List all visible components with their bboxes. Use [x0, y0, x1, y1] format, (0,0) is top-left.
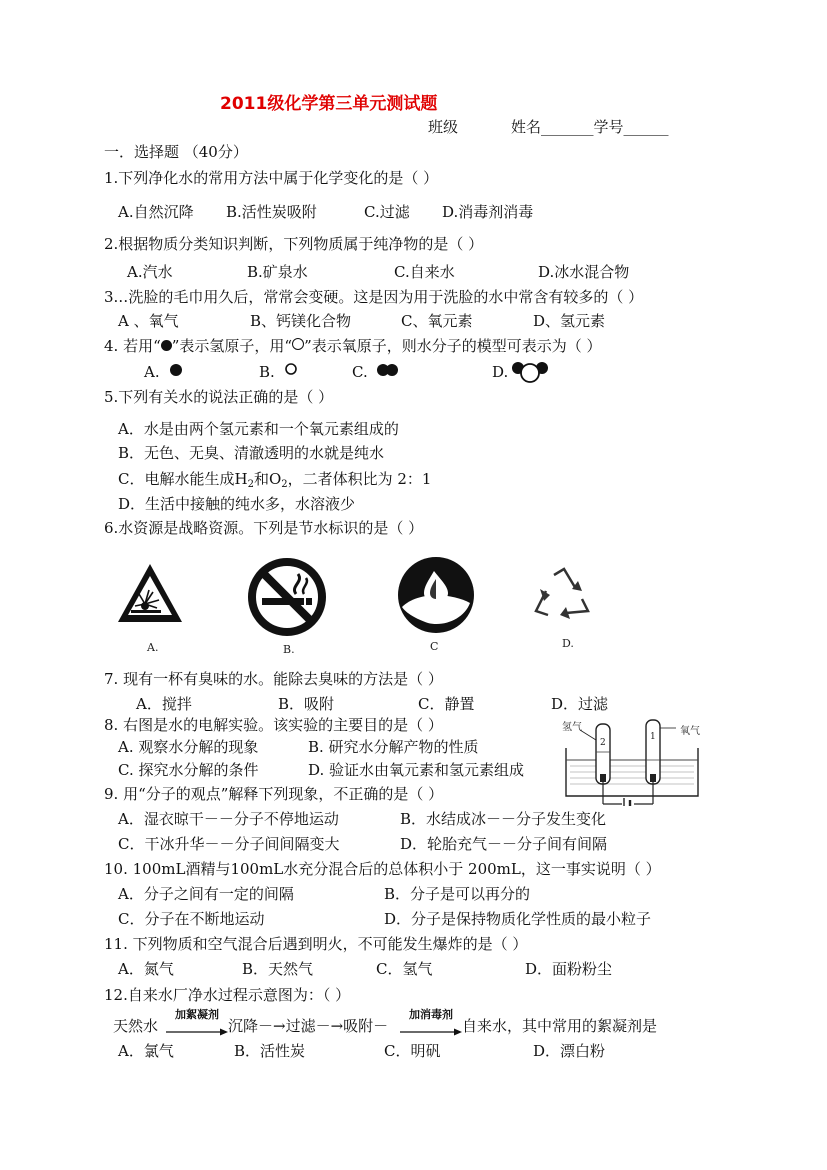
q10-option-d: D．分子是保持物质化学性质的最小粒子 [384, 910, 652, 928]
q9-option-c: C．干冰升华－－分子间间隔变大 [118, 835, 340, 853]
q4-option-b: B. [259, 363, 275, 381]
no-smoking-icon [246, 556, 328, 638]
question-4 [104, 336, 602, 356]
hydrogen-label: 氢气 [562, 722, 582, 733]
q7-option-d: D．过滤 [551, 695, 609, 713]
q4-stem-part1: 4. 若用“ [104, 337, 161, 355]
question-5: 5.下列有关水的说法正确的是（ ） [104, 388, 334, 406]
q9-option-d: D．轮胎充气－－分子间有间隔 [400, 835, 608, 853]
oxygen-label: 氧气 [680, 726, 700, 737]
q12-option-a: A．氯气 [118, 1042, 174, 1060]
q9-option-a: A．湿衣晾干－－分子不停地运动 [118, 810, 339, 828]
q7-option-a: A．搅拌 [136, 695, 192, 713]
q7-option-c: C．静置 [418, 695, 475, 713]
question-8: 8. 右图是水的电解实验。该实验的主要目的是（ ） [104, 716, 443, 734]
oxygen-atom-icon [292, 338, 304, 350]
symbol-c-caption: C [430, 640, 439, 653]
q11-option-d: D．面粉粉尘 [525, 960, 613, 978]
symbol-a-caption: A. [147, 641, 159, 654]
q4-option-d: D. [492, 363, 509, 381]
symbol-d-caption: D. [562, 637, 574, 650]
process-middle: 沉降－→过滤－→吸附－ [228, 1017, 389, 1035]
q3-option-a: A 、氧气 [118, 312, 179, 330]
process-arrow-2 [400, 1009, 462, 1040]
q10-option-c: C．分子在不断地运动 [118, 910, 265, 928]
right-arrow-icon [166, 1028, 228, 1036]
arrow-1-label: 加絮凝剂 [175, 1008, 219, 1021]
q8-option-d: D. 验证水由氧元素和氢元素组成 [308, 761, 525, 779]
q4-stem-part3: ”表示氧原子，则水分子的模型可表示为（ ） [304, 337, 602, 355]
hydrogen-atom-icon [161, 340, 172, 351]
q5-option-a: A．水是由两个氢元素和一个氧元素组成的 [118, 420, 399, 438]
q3-option-c: C、氧元素 [401, 312, 473, 330]
question-2: 2.根据物质分类知识判断，下列物质属于纯净物的是（ ） [104, 235, 484, 253]
question-3: 3.‥洗脸的毛巾用久后，常常会变硬。这是因为用于洗脸的水中常含有较多的（ ） [104, 288, 644, 306]
q2-option-b: B.矿泉水 [247, 263, 308, 281]
q3-option-d: D、氢元素 [533, 312, 606, 330]
q4-a-model-icon [169, 361, 185, 379]
water-saving-icon [394, 553, 478, 637]
right-arrow-icon [400, 1028, 462, 1036]
q5-c-sub1: 2 [247, 479, 254, 490]
q10-option-a: A．分子之间有一定的间隔 [118, 885, 294, 903]
q5-option-c [118, 469, 431, 495]
q4-option-a: A. [144, 363, 160, 381]
q8-option-c: C. 探究水分解的条件 [118, 761, 259, 779]
process-arrow-1 [166, 1009, 228, 1040]
q3-option-b: B、钙镁化合物 [250, 312, 352, 330]
class-label: 班级 [428, 118, 459, 136]
question-7: 7. 现有一杯有臭味的水。能除去臭味的方法是（ ） [104, 670, 443, 688]
process-end: 自来水，其中常用的絮凝剂是 [462, 1017, 658, 1035]
q5-c-text3: ，二者体积比为 2：1 [287, 470, 432, 488]
q1-option-a: A.自然沉降 [118, 203, 194, 221]
question-1: 1.下列净化水的常用方法中属于化学变化的是（ ） [104, 169, 439, 187]
question-9: 9. 用“分子的观点”解释下列现象，不正确的是（ ） [104, 785, 444, 803]
q8-option-b: B. 研究水分解产物的性质 [308, 738, 479, 756]
q12-option-d: D．漂白粉 [533, 1042, 606, 1060]
q1-option-b: B.活性炭吸附 [226, 203, 317, 221]
electrolysis-figure [560, 716, 710, 806]
q12-option-b: B．活性炭 [234, 1042, 306, 1060]
explosive-hazard-icon [115, 560, 185, 630]
q5-c-text1: C．电解水能生成H [118, 470, 248, 488]
question-10: 10. 100mL酒精与100mL水充分混合后的总体积小于 200mL，这一事实说明（ ） [104, 860, 661, 878]
q5-option-b: B．无色、无臭、清澈透明的水就是纯水 [118, 444, 385, 462]
q5-c-text2: 和O [253, 470, 282, 488]
question-6: 6.水资源是战略资源。下列是节水标识的是（ ） [104, 519, 424, 537]
q7-option-b: B．吸附 [278, 695, 335, 713]
q10-option-b: B．分子是可以再分的 [384, 885, 531, 903]
q11-option-a: A．氮气 [118, 960, 174, 978]
question-11: 11. 下列物质和空气混合后遇到明火，不可能发生爆炸的是（ ） [104, 935, 528, 953]
q2-option-d: D.冰水混合物 [538, 263, 630, 281]
q9-option-b: B．水结成冰－－分子发生变化 [400, 810, 607, 828]
q11-option-c: C．氢气 [376, 960, 433, 978]
arrow-2-label: 加消毒剂 [409, 1008, 453, 1021]
q5-option-d: D．生活中接触的纯水多，水溶液少 [118, 495, 356, 513]
tube-1-label: 1 [650, 732, 656, 742]
process-start: 天然水 [113, 1017, 159, 1035]
q12-option-c: C．明矾 [384, 1042, 441, 1060]
q4-b-model-icon [284, 360, 300, 378]
q4-c-model-icon [376, 361, 400, 379]
q1-option-c: C.过滤 [364, 203, 410, 221]
page-title: 2011级化学第三单元测试题 [220, 94, 438, 114]
question-12: 12.自来水厂净水过程示意图为：（ ） [104, 986, 351, 1004]
recycling-icon [526, 563, 600, 633]
q4-d-model-icon [511, 358, 551, 384]
q2-option-a: A.汽水 [127, 263, 173, 281]
q4-stem-part2: ”表示氢原子，用“ [171, 337, 293, 355]
tube-2-label: 2 [600, 738, 606, 748]
q2-option-c: C.自来水 [394, 263, 455, 281]
q5-c-sub2: 2 [281, 479, 288, 490]
q11-option-b: B．天然气 [242, 960, 314, 978]
q4-option-c: C. [352, 363, 368, 381]
section-heading: 一．选择题 （40分） [104, 143, 248, 161]
symbol-b-caption: B. [283, 643, 295, 656]
name-id-label: 姓名_______学号______ [511, 118, 669, 136]
q1-option-d: D.消毒剂消毒 [442, 203, 534, 221]
q8-option-a: A. 观察水分解的现象 [118, 738, 259, 756]
